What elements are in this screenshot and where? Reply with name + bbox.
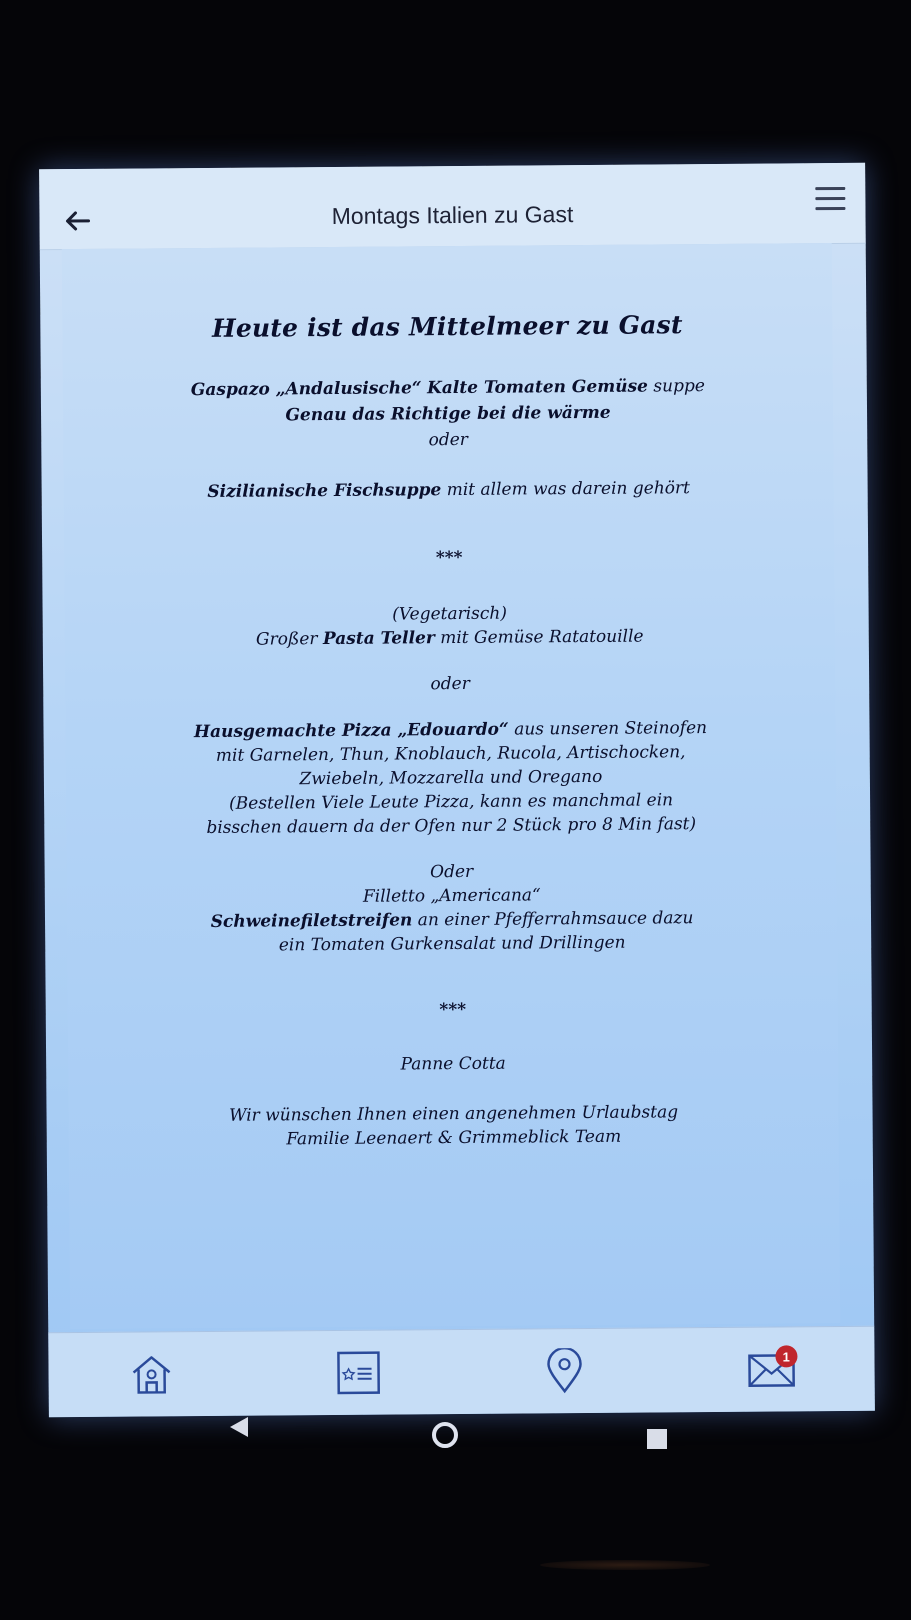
course-separator-2: *** <box>439 999 467 1021</box>
or-separator-2: oder <box>430 673 470 695</box>
bookmark-list-icon <box>336 1351 380 1395</box>
hamburger-menu-icon <box>815 187 845 190</box>
starter-1-line-2: Genau das Richtige bei die wärme <box>285 402 611 426</box>
nav-favorites[interactable] <box>328 1343 388 1403</box>
system-recents-button[interactable] <box>646 1428 668 1454</box>
back-triangle-icon <box>226 1414 252 1440</box>
main-1-tag: (Vegetarisch) <box>392 603 508 625</box>
hamburger-line <box>815 197 845 200</box>
home-circle-icon <box>430 1420 460 1450</box>
nav-home[interactable] <box>122 1344 182 1404</box>
or-separator-1: oder <box>428 429 468 451</box>
menu-button[interactable] <box>815 185 845 213</box>
menu-card <box>62 243 840 1329</box>
starter-2-rest: mit allem was darein gehört <box>446 478 691 501</box>
main-3-rest: an einer Pfefferrahmsauce dazu <box>417 908 694 931</box>
system-home-button[interactable] <box>430 1420 460 1454</box>
main-2-rest: aus unseren Steinofen <box>514 718 708 740</box>
closing-line-2: Familie Leenaert & Grimmeblick Team <box>286 1126 622 1150</box>
nav-messages[interactable] <box>741 1339 801 1399</box>
main-1-rest: mit Gemüse Ratatouille <box>440 626 644 649</box>
starter-2-name: Sizilianische Fischsuppe <box>207 480 442 502</box>
app-screen <box>39 163 875 1417</box>
bottom-navigation <box>48 1326 875 1417</box>
starter-1-rest: suppe <box>653 376 705 397</box>
tablet-screen <box>39 163 875 1417</box>
main-3-title: Filletto „Americana“ <box>362 885 541 907</box>
main-2-name: Hausgemachte Pizza „Edouardo“ <box>193 719 509 743</box>
page-title: Montags Italien zu Gast <box>331 201 574 229</box>
starter-1-highlight: Kalte Tomaten Gemüse <box>426 376 649 399</box>
hamburger-line <box>815 207 845 210</box>
main-1-name: Pasta Teller <box>322 628 435 650</box>
main-2-line-5: bisschen dauern da der Ofen nur 2 Stück pro 8 Min fast) <box>206 814 697 838</box>
recents-square-icon <box>646 1428 668 1450</box>
starter-2 <box>64 475 834 505</box>
system-back-button[interactable] <box>226 1414 252 1444</box>
main-3-name: Schweinefiletstreifen <box>210 910 413 932</box>
menu-headline: Heute ist das Mittelmeer zu Gast <box>211 310 683 343</box>
desk-reflection <box>540 1560 710 1570</box>
main-2-line-4: (Bestellen Viele Leute Pizza, kann es manchmal ein <box>229 790 674 814</box>
map-pin-icon <box>545 1348 585 1394</box>
starter-1-line-1 <box>63 373 833 403</box>
home-icon <box>130 1352 174 1396</box>
starter-1-name: Gaspazo „Andalusische“ <box>190 378 422 401</box>
main-1 <box>65 623 835 653</box>
or-separator-3: Oder <box>430 861 474 883</box>
nav-map[interactable] <box>535 1341 595 1401</box>
unread-badge: 1 <box>775 1345 797 1367</box>
main-3-line-2: ein Tomaten Gurkensalat und Drillingen <box>278 932 626 956</box>
course-separator-1: *** <box>435 547 463 569</box>
main-1-prefix: Großer <box>255 629 318 650</box>
dessert: Panne Cotta <box>400 1053 506 1075</box>
main-2-line-3: Zwiebeln, Mozzarella und Oregano <box>299 766 603 790</box>
app-bar <box>39 163 866 250</box>
main-2-line-2: mit Garnelen, Thun, Knoblauch, Rucola, Artischocken, <box>215 742 686 766</box>
closing-line-1: Wir wünschen Ihnen einen angenehmen Urlaubstag <box>228 1102 679 1126</box>
system-navigation-bar <box>0 1414 911 1474</box>
